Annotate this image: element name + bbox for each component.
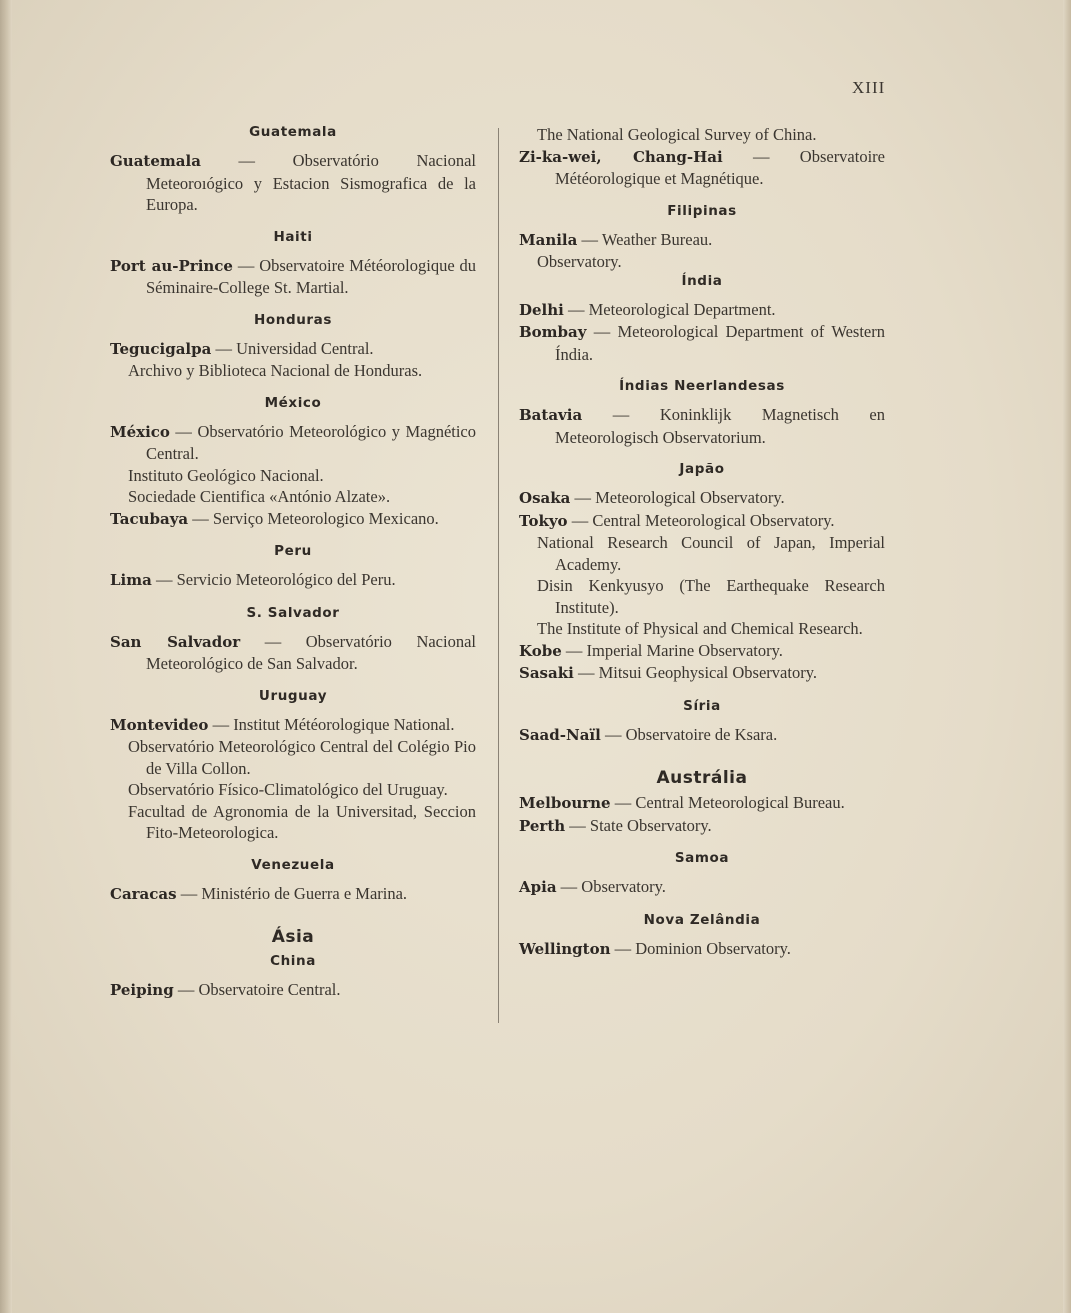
section-heading: China bbox=[270, 953, 316, 969]
institution-entry: Sasaki — Mitsui Geophysical Observatory. bbox=[519, 663, 817, 682]
section-heading: Japão bbox=[679, 461, 725, 477]
institution-name: Observatório Nacional Meteoroıógico y Estacion Sismografica de la Europa. bbox=[146, 151, 476, 214]
place-name: Tegucigalpa bbox=[110, 339, 212, 358]
institution-entry: Osaka — Meteorological Observatory. bbox=[519, 488, 785, 507]
page-edge bbox=[1063, 0, 1071, 1313]
place-name: Bombay bbox=[519, 323, 587, 341]
place-name: Montevideo bbox=[110, 715, 209, 734]
section-heading: Haiti bbox=[273, 228, 313, 245]
institution-entry: Tokyo — Central Meteorological Observatory. bbox=[519, 510, 835, 530]
institution-entry: Tacubaya — Serviço Meteorologico Mexicano. bbox=[110, 508, 439, 528]
institution-subentry: Observatório Físico-Climatológico del Uruguay. bbox=[128, 780, 448, 799]
institution-name: Observatory. bbox=[581, 877, 666, 896]
institution-name: Observatoire de Ksara. bbox=[625, 724, 778, 744]
section-heading: Nova Zelândia bbox=[643, 911, 761, 928]
institution-subentry: National Research Council of Japan, Imperial Academy. bbox=[537, 533, 885, 574]
place-name: Delhi bbox=[519, 300, 564, 319]
institution-name: Dominion Observatory. bbox=[635, 938, 791, 958]
section-heading: Peru bbox=[274, 543, 312, 559]
institution-name: Servicio Meteorológico del Peru. bbox=[176, 570, 396, 589]
place-name: Batavia bbox=[519, 406, 583, 424]
institution-name: Observatório Nacional Meteorológico de San Salvador. bbox=[146, 631, 477, 673]
place-name: San Salvador bbox=[110, 632, 241, 651]
institution-subentry: Archivo y Biblioteca Nacional de Honduras. bbox=[128, 361, 423, 380]
institution-name: Observatoire Central. bbox=[198, 980, 341, 999]
institution-entry: Tegucigalpa — Universidad Central. bbox=[110, 338, 374, 358]
place-name: Tacubaya bbox=[110, 509, 189, 528]
place-name: Caracas bbox=[110, 884, 177, 903]
place-name: Kobe bbox=[519, 641, 562, 660]
institution-name: Mitsui Geophysical Observatory. bbox=[598, 663, 817, 682]
institution-name: Meteorological Observatory. bbox=[595, 488, 785, 507]
institution-name: Observatório Meteorológico y Magnético Central. bbox=[146, 421, 477, 463]
institution-entry: Delhi — Meteorological Department. bbox=[519, 299, 776, 319]
institution-name: Meteorological Department of Western Índia. bbox=[555, 322, 886, 364]
left-column bbox=[110, 124, 476, 1002]
institution-subentry: Sociedade Cientifica «António Alzate». bbox=[128, 487, 391, 506]
section-heading: Austrália bbox=[656, 768, 748, 788]
institution-name: Central Meteorological Observatory. bbox=[592, 510, 835, 530]
institution-name: Meteorological Department. bbox=[588, 299, 776, 319]
institution-entry: Melbourne — Central Meteorological Bureau. bbox=[519, 793, 845, 812]
institution-entry: Wellington — Dominion Observatory. bbox=[519, 938, 791, 958]
institution-entry: Montevideo — Institut Météorologique National. bbox=[110, 714, 455, 734]
institution-entry: Saad-Naïl — Observatoire de Ksara. bbox=[519, 724, 778, 744]
place-name: Tokyo bbox=[519, 511, 568, 530]
place-name: Osaka bbox=[519, 489, 571, 507]
section-heading: Honduras bbox=[253, 311, 333, 328]
place-name: Saad-Naïl bbox=[519, 725, 601, 744]
institution-entry: Caracas — Ministério de Guerra e Marina. bbox=[110, 883, 408, 903]
institution-entry: Perth — State Observatory. bbox=[519, 815, 712, 835]
place-name: Peiping bbox=[110, 981, 174, 999]
section-heading: Guatemala bbox=[249, 124, 337, 140]
section-heading: México bbox=[264, 394, 322, 411]
institution-name: Ministério de Guerra e Marina. bbox=[201, 883, 408, 903]
section-heading: Ásia bbox=[271, 927, 315, 947]
institution-name: Observatoire Météorologique et Magnétique. bbox=[555, 146, 885, 188]
place-name: Lima bbox=[110, 571, 152, 589]
section-heading: S. Salvador bbox=[246, 604, 340, 621]
section-heading: Síria bbox=[683, 697, 721, 714]
institution-name: Imperial Marine Observatory. bbox=[586, 640, 783, 660]
place-name: Melbourne bbox=[519, 794, 611, 812]
place-name: Guatemala bbox=[110, 152, 201, 170]
institution-subentry: Observatory. bbox=[537, 252, 622, 271]
section-heading: Venezuela bbox=[251, 856, 335, 873]
place-name: Manila bbox=[519, 230, 578, 249]
institution-entry: Lima — Servicio Meteorológico del Peru. bbox=[110, 570, 396, 589]
institution-name: Central Meteorological Bureau. bbox=[635, 793, 845, 812]
institution-entry: Manila — Weather Bureau. bbox=[519, 229, 713, 249]
institution-subentry: The Institute of Physical and Chemical Research. bbox=[537, 619, 863, 638]
institution-entry: Batavia — Koninklijk Magnetisch en Meteorologisch Observatorium. bbox=[519, 405, 885, 447]
institution-name: Serviço Meteorologico Mexicano. bbox=[212, 508, 439, 528]
column-divider bbox=[498, 128, 499, 1023]
institution-subentry: Instituto Geológico Nacional. bbox=[128, 465, 324, 485]
institution-entry: Bombay — Meteorological Department of Western Índia. bbox=[519, 322, 886, 364]
institution-name: State Observatory. bbox=[589, 815, 712, 835]
place-name: Sasaki bbox=[519, 664, 574, 682]
page-number: XIII bbox=[852, 78, 886, 97]
institution-entry: Kobe — Imperial Marine Observatory. bbox=[519, 640, 783, 660]
place-name: Wellington bbox=[519, 939, 611, 958]
place-name: Zi-ka-wei, Chang-Hai bbox=[519, 147, 723, 166]
institution-entry: Peiping — Observatoire Central. bbox=[110, 980, 341, 999]
section-heading: Uruguay bbox=[258, 687, 328, 704]
institution-name: Weather Bureau. bbox=[601, 229, 713, 249]
institution-entry: México — Observatório Meteorológico y Magnético Central. bbox=[110, 421, 477, 463]
institution-subentry: The National Geological Survey of China. bbox=[537, 125, 817, 144]
institution-name: Observatoire Météorologique du Séminaire-College St. Martial. bbox=[146, 255, 477, 297]
section-heading: Índias Neerlandesas bbox=[619, 378, 785, 394]
place-name: Perth bbox=[519, 816, 566, 835]
institution-entry: Apia — Observatory. bbox=[519, 877, 666, 896]
section-heading: Samoa bbox=[674, 850, 730, 866]
institution-name: Universidad Central. bbox=[236, 338, 374, 358]
section-heading: Filipinas bbox=[667, 202, 737, 219]
institution-entry: Zi-ka-wei, Chang-Hai — Observatoire Météorologique et Magnétique. bbox=[519, 146, 885, 188]
institution-subentry: Observatório Meteorológico Central del Colégio Pio de Villa Collon. bbox=[128, 737, 476, 778]
institution-entry: Guatemala — Observatório Nacional Meteoroıógico y Estacion Sismografica de la Europa. bbox=[110, 151, 476, 214]
institution-name: Koninklijk Magnetisch en Meteorologisch Observatorium. bbox=[555, 405, 885, 447]
section-heading: Índia bbox=[681, 272, 723, 289]
right-column bbox=[519, 124, 885, 960]
institution-entry: Port au-Prince — Observatoire Météorologique du Séminaire-College St. Martial. bbox=[110, 255, 477, 297]
institution-subentry: Facultad de Agronomia de la Universitad, Seccion Fito-Meteorologica. bbox=[128, 801, 476, 842]
binding-edge bbox=[0, 0, 12, 1313]
institution-subentry: Disin Kenkyusyo (The Earthequake Research Institute). bbox=[537, 576, 885, 617]
place-name: Apia bbox=[519, 878, 557, 896]
institution-name: Institut Météorologique National. bbox=[233, 714, 455, 734]
place-name: Port au-Prince bbox=[110, 256, 233, 275]
place-name: México bbox=[110, 422, 170, 441]
institution-entry: San Salvador — Observatório Nacional Meteorológico de San Salvador. bbox=[110, 631, 477, 673]
